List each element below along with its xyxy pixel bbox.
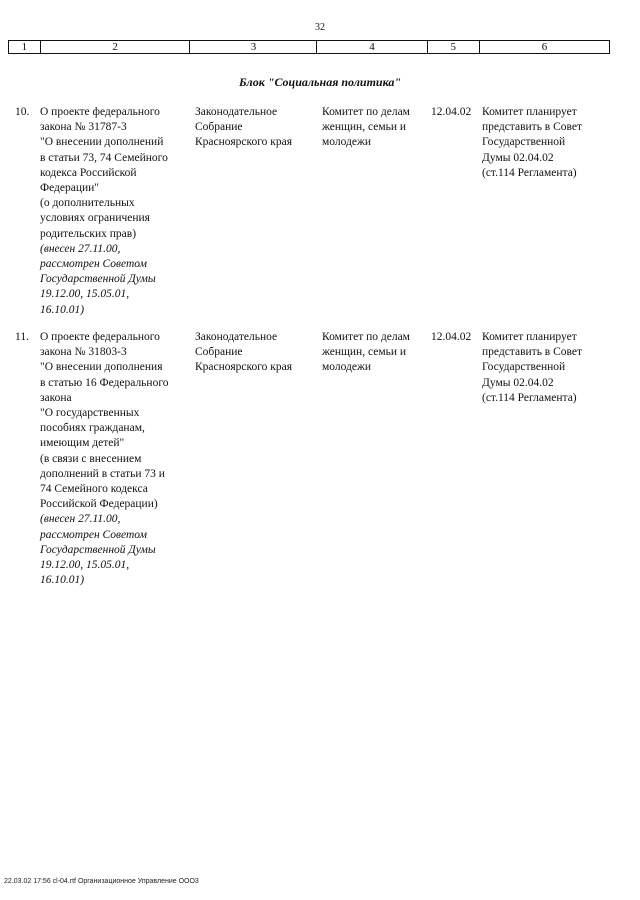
column-number: 4 — [317, 41, 427, 53]
bill-line: (в связи с внесением — [40, 452, 142, 465]
bill-history-line: 16.10.01) — [40, 574, 85, 587]
committee-line: Комитет по делам — [322, 331, 410, 343]
bill-history-line: 19.12.00, 15.05.01, — [40, 288, 130, 301]
bill-line: в статьи 73, 74 Семейного — [40, 151, 168, 164]
bill-description — [40, 105, 190, 318]
bill-history-line: (внесен 27.11.00, — [40, 242, 121, 255]
note-line: представить в Совет — [482, 346, 583, 359]
bill-line: условиях ограничения — [40, 212, 150, 225]
note-line: Комитет планирует — [482, 106, 577, 118]
committee-line: молодежи — [322, 361, 372, 374]
note-line: Думы 02.04.02 — [482, 376, 554, 389]
author-line: Красноярского края — [195, 361, 292, 374]
bill-line: закона № 31787-3 — [40, 121, 127, 134]
note-line: Государственной — [482, 361, 566, 374]
column-number: 3 — [190, 41, 317, 53]
committee-line: женщин, семьи и — [322, 346, 407, 359]
author-line: Собрание — [195, 346, 243, 359]
bill-line: "О внесении дополнения — [40, 361, 163, 374]
column-number: 1 — [9, 41, 41, 53]
bill-line: Федерации" — [40, 182, 100, 195]
bill-line: (о дополнительных — [40, 197, 135, 210]
bill-history-line: (внесен 27.11.00, — [40, 513, 121, 526]
bill-line: О проекте федерального — [40, 331, 160, 343]
bill-history-line: Государственной Думы — [40, 273, 156, 286]
bill-history-line: рассмотрен Советом — [40, 528, 147, 541]
entry-number: 10. — [15, 106, 30, 118]
note-line: (ст.114 Регламента) — [482, 166, 577, 179]
bill-line: "О государственных — [40, 407, 140, 420]
bill-line: родительских прав) — [40, 227, 137, 240]
bill-history-line: рассмотрен Советом — [40, 258, 147, 271]
note-line: (ст.114 Регламента) — [482, 391, 577, 404]
committee-line: молодежи — [322, 136, 372, 149]
bill-line: О проекте федерального — [40, 106, 160, 118]
page-number: 32 — [315, 22, 325, 33]
committee-line: Комитет по делам — [322, 106, 410, 118]
note-line: Думы 02.04.02 — [482, 151, 554, 164]
bill-line: пособиях гражданам, — [40, 422, 145, 435]
bill-line: дополнений в статьи 73 и — [40, 467, 165, 480]
block-title: Блок "Социальная политика" — [238, 75, 402, 89]
bill-author — [195, 330, 317, 376]
responsible-committee — [322, 330, 427, 376]
note-line: Комитет планирует — [482, 331, 577, 343]
bill-line: кодекса Российской — [40, 166, 137, 179]
author-line: Собрание — [195, 121, 243, 134]
bill-line: в статью 16 Федерального — [40, 376, 169, 389]
author-line: Законодательное — [195, 331, 278, 343]
committee-note — [482, 330, 610, 406]
bill-line: имеющим детей" — [40, 437, 125, 450]
column-number: 6 — [541, 41, 548, 53]
bill-line: закона — [40, 391, 72, 404]
bill-history-line: 19.12.00, 15.05.01, — [40, 559, 130, 572]
bill-description — [40, 330, 190, 588]
entry-date: 12.04.02 — [431, 106, 472, 118]
bill-line: Российской Федерации) — [40, 498, 158, 511]
entry-date: 12.04.02 — [431, 331, 472, 343]
committee-note — [482, 105, 610, 181]
author-line: Законодательное — [195, 106, 278, 118]
note-line: Государственной — [482, 136, 566, 149]
bill-line: 74 Семейного кодекса — [40, 483, 148, 496]
column-number-header — [8, 40, 610, 54]
entry-number: 11. — [15, 331, 29, 343]
author-line: Красноярского края — [195, 136, 292, 149]
bill-line: "О внесении дополнений — [40, 136, 164, 149]
bill-line: закона № 31803-3 — [40, 346, 127, 359]
bill-history-line: Государственной Думы — [40, 543, 156, 556]
responsible-committee — [322, 105, 427, 151]
column-number: 5 — [428, 41, 481, 53]
print-footer: 22.03.02 17:56 cl-04.rtf Организационное Управление ООО3 — [4, 878, 199, 885]
note-line: представить в Совет — [482, 121, 583, 134]
column-number: 2 — [41, 41, 191, 53]
bill-history-line: 16.10.01) — [40, 303, 85, 316]
bill-author — [195, 105, 317, 151]
committee-line: женщин, семьи и — [322, 121, 407, 134]
